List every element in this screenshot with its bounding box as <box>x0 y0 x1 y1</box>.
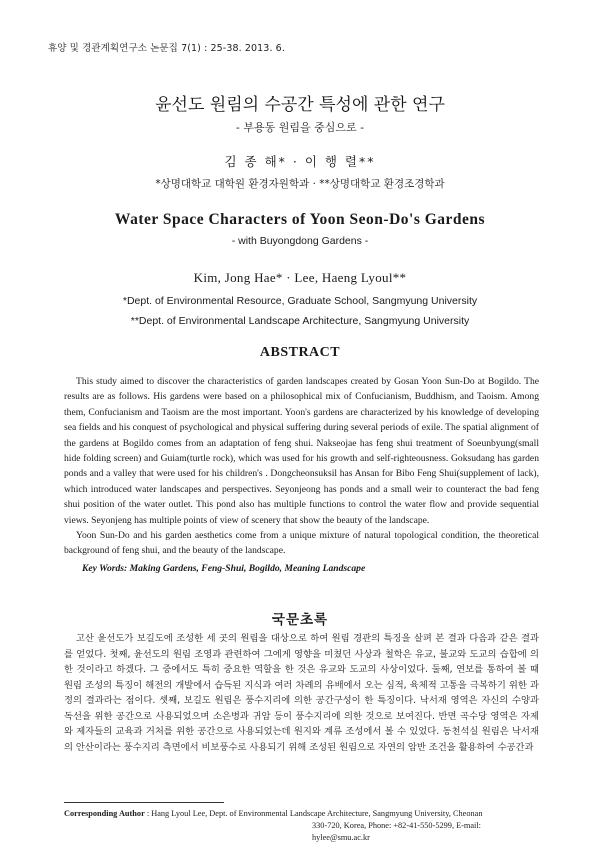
footnote-rule <box>64 802 224 803</box>
korean-affiliation: *상명대학교 대학원 환경자원학과 · **상명대학교 환경조경학과 <box>155 178 445 190</box>
abstract-paragraph-2: Yoon Sun-Do and his garden aesthetics come from a unique mixture of natural topological condition, the theoretical background of feng shui, and the beauty of the landscape. <box>64 530 539 557</box>
korean-subtitle: - 부용동 원림을 중심으로 - <box>235 121 365 134</box>
abstract-body <box>64 374 539 576</box>
abstract-heading: ABSTRACT <box>259 345 341 360</box>
english-affiliation-1: *Dept. of Environmental Resource, Graduate School, Sangmyung University <box>122 295 478 307</box>
korean-authors: 김 종 해* · 이 행 렬** <box>224 154 376 169</box>
korean-abstract-heading: 국문초록 <box>271 612 329 628</box>
korean-abstract-body <box>64 631 539 755</box>
journal-header: 휴양 및 경관계획연구소 논문집 7(1) : 25-38. 2013. 6. <box>48 43 285 54</box>
english-authors: Kim, Jong Hae* · Lee, Haeng Lyoul** <box>193 270 407 285</box>
korean-title: 윤선도 원림의 수공간 특성에 관한 연구 <box>155 95 445 115</box>
footnote-label: Corresponding Author <box>64 809 145 818</box>
keywords: Key Words: Making Gardens, Feng-Shui, Bogildo, Meaning Landscape <box>82 562 366 574</box>
abstract-paragraph-1: This study aimed to discover the characteristics of garden landscapes created by Gosan Yoon Sun-Do at Bogildo. The results are as follows. His gardens were based on a philosophical mix of Confucianism, Buddhism, and Taoism. Among them, Confucianism and Taoism are the most important. Yoon's gardens are characterized by his knowledge of developing sea fields and his conquest of psychological and physical suffering during several periods of exile. The spatial alignment of the gardens at Bogildo comes from an adaptation of feng shui. Nakseojae has feng shui treatment of Soeunbyung(small hide folding screen) and Guiam(turtle rock), which was used for his growth and self-righteousness. Goksudang has garden ponds and a valley that were used for his children's . Dongcheonsuksil has Ansan for Bibo Feng Shui(supplement of lack), which introduced water landscapes and perspectives. Seyonjeong has ponds and a small weir to counteract the bad feng shui position of the water outlet. This pond also has multiple functions to control the water flow and provide sequential views. Seyonjeng has multiple points of view of scenery that show the beauty of the landscape. <box>64 376 539 526</box>
english-title: Water Space Characters of Yoon Seon-Do's Gardens <box>114 211 486 228</box>
corresponding-author-footnote <box>64 808 539 844</box>
korean-abstract-paragraph: 고산 윤선도가 보길도에 조성한 세 곳의 원림을 대상으로 하여 원림 경관의 특징을 살펴 본 결과 다음과 같은 결과를 얻었다. 첫째, 윤선도의 원림 조영과 관련하여 그에게 영향을 미쳤던 사상과 철학은 유교, 불교와 도교의 습합에 의한 것이라고 하겠다. 그 중에서도 특히 중요한 역할을 한 것은 유교와 도교의 사상이었다. 둘째, 연보를 통하여 볼 때 원림 조성의 특징이 해전의 개발에서 습득된 지식과 여러 차례의 유배에서 오는 심적, 육체적 고통을 극복하기 위한 과정의 결과라는 점이다. 셋째, 보길도 원림은 풍수지리에 의한 공간구성이 한 특징이다. 낙서재 영역은 자신의 수양과 독선을 위한 공간으로 사용되었으며 소은병과 귀암 등이 풍수지리에 의한 것으로 보여진다. 반면 곡수당 영역은 자제와 제자들의 교육과 거처를 위한 공간으로 사용되었는데 원지와 계류 조성에서 볼 수 있었다. 동천석실 원림은 낙서재의 안산이라는 풍수지리 측면에서 비보풍수로 사용되기 위해 조성된 원림으로 자연의 암반 조건을 활용하여 수공간과 <box>64 633 539 753</box>
footnote-line-1: : Hang Lyoul Lee, Dept. of Environmental Landscape Architecture, Sangmyung University, Cheonan <box>144 809 483 818</box>
footnote-line-2: 330-720, Korea, Phone: +82-41-550-5299, E-mail: hylee@smu.ac.kr <box>312 821 481 842</box>
english-subtitle: - with Buyongdong Gardens - <box>231 235 369 247</box>
english-affiliation-2: **Dept. of Environmental Landscape Architecture, Sangmyung University <box>130 315 470 327</box>
